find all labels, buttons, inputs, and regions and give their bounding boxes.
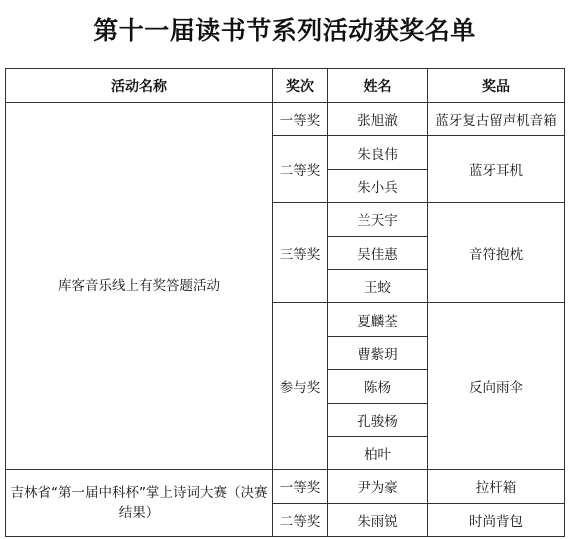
- header-level: 奖次: [273, 69, 328, 103]
- winner-name-cell: 尹为豪: [328, 470, 428, 503]
- prize-cell: 蓝牙复古留声机音箱: [428, 103, 565, 136]
- winner-name-cell: 曹紫玥: [328, 336, 428, 369]
- table-row: [6, 470, 565, 503]
- level-cell: 二等奖: [273, 136, 328, 203]
- header-activity: 活动名称: [6, 69, 273, 103]
- table-row: [6, 103, 565, 136]
- winner-name-cell: 王蛟: [328, 269, 428, 302]
- table-header-row: [6, 69, 565, 103]
- page-title: 第十一届读书节系列活动获奖名单: [93, 16, 476, 45]
- awards-table: [5, 68, 565, 537]
- winner-name-cell: 朱雨锐: [328, 503, 428, 536]
- header-prize: 奖品: [428, 69, 565, 103]
- level-cell: 一等奖: [273, 470, 328, 503]
- prize-cell: 拉杆箱: [428, 470, 565, 503]
- prize-cell: 时尚背包: [428, 503, 565, 536]
- prize-cell: 音符抱枕: [428, 203, 565, 303]
- winner-name-cell: 孔骏杨: [328, 403, 428, 436]
- level-cell: 二等奖: [273, 503, 328, 536]
- winner-name-cell: 吴佳惠: [328, 236, 428, 269]
- winner-name-cell: 朱小兵: [328, 169, 428, 202]
- activity-name-cell: 库客音乐线上有奖答题活动: [6, 103, 273, 470]
- level-cell: 参与奖: [273, 303, 328, 470]
- winner-name-cell: 柏叶: [328, 436, 428, 469]
- winner-name-cell: 夏麟荃: [328, 303, 428, 336]
- prize-cell: 反向雨伞: [428, 303, 565, 470]
- prize-cell: 蓝牙耳机: [428, 136, 565, 203]
- level-cell: 三等奖: [273, 203, 328, 303]
- activity-name-cell: 吉林省“第一届中科杯”掌上诗词大赛（决赛结果）: [6, 470, 273, 537]
- header-name: 姓名: [328, 69, 428, 103]
- level-cell: 一等奖: [273, 103, 328, 136]
- winner-name-cell: 张旭澈: [328, 103, 428, 136]
- winner-name-cell: 朱良伟: [328, 136, 428, 169]
- winner-name-cell: 陈杨: [328, 370, 428, 403]
- winner-name-cell: 兰天宇: [328, 203, 428, 236]
